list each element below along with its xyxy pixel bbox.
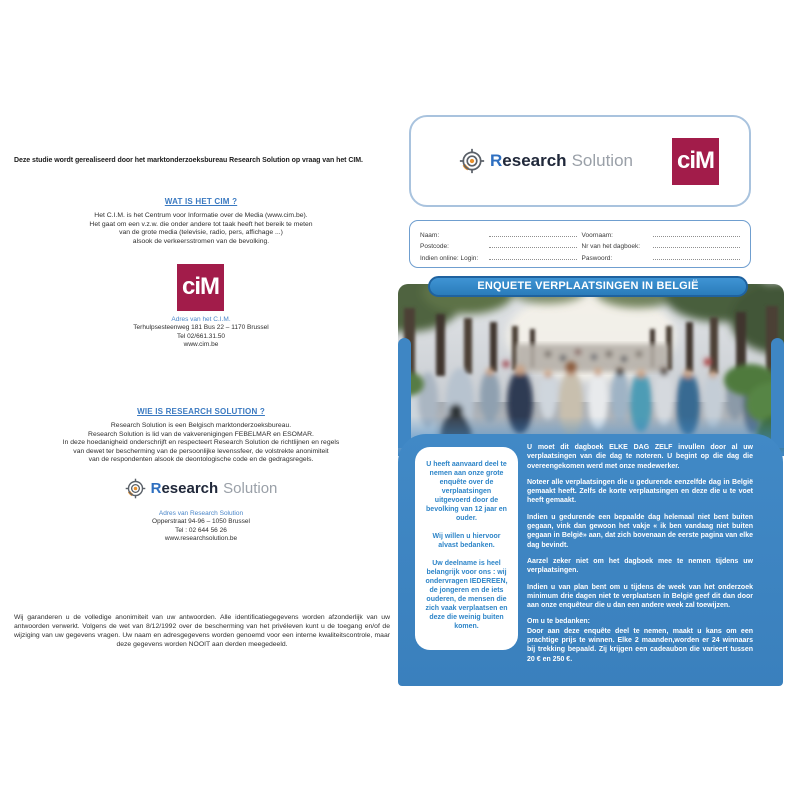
instruction-paragraph: Aarzel zeker niet om het dagboek mee te nemen tijdens uw verplaatsingen. (527, 557, 753, 575)
intro-box-thanks: Wij willen u hiervoor alvast bedanken. (432, 533, 501, 549)
instruction-paragraph: U moet dit dagboek ELKE DAG ZELF invullen door al uw verplaatsingen van die dag te noteren. U begint op die dag die overeengekomen werd met onze medewerker. (527, 444, 753, 470)
diary-instructions (527, 443, 753, 671)
header-logo-box (409, 115, 751, 207)
address-line: Terhulpsesteenweg 181 Bus 22 – 1170 Brussel (133, 324, 269, 332)
field-label-paswoord: Paswoord: (581, 255, 613, 262)
respondent-form (409, 220, 751, 268)
target-icon (459, 148, 485, 174)
reward-title: Om u te bedanken: (527, 618, 591, 626)
research-solution-address-block (14, 510, 388, 544)
rs-website-url: www.researchsolution.be (164, 535, 238, 543)
text-line: Het C.I.M. is het Centrum voor Informatie over de Media (www.cim.be). (94, 212, 308, 219)
field-label-voornaam: Voornaam: (581, 231, 613, 239)
brand-letters: esearch (502, 151, 567, 170)
cim-logo (177, 264, 224, 311)
cim-address-block (14, 316, 388, 350)
target-icon (125, 478, 146, 499)
dagboeknr-field (653, 246, 741, 248)
text-line: In deze hoedanigheid onderschrijft en respecteert Research Solution de richtlijnen en regels (62, 439, 340, 447)
brand-letter: R (490, 151, 503, 170)
rs-address-label: Adres van Research Solution (158, 510, 244, 517)
text-line: van dewet ter bescherming van de persoonlijke levenssfeer, de volstrekte anonimiteit (73, 447, 329, 455)
paswoord-field (653, 258, 741, 260)
text-line: Research Solution is een Belgisch marktonderzoeksbureau. (110, 422, 292, 429)
cim-website-url: www.cim.be (183, 341, 219, 349)
research-solution-logo (14, 478, 388, 499)
text-line: Research Solution is lid van de vakverenigingen FEBELMAR en ESOMAR. (88, 430, 314, 438)
text-line: van de respondenten alsook de deontologische code en de gedragsregels. (88, 456, 314, 464)
naam-field (489, 235, 577, 237)
cim-description (14, 212, 388, 246)
brand-letter: R (150, 480, 162, 497)
research-solution-logo (459, 148, 633, 174)
participation-intro-box (415, 447, 518, 650)
survey-title-banner: ENQUETE VERPLAATSINGEN IN BELGIË (428, 276, 748, 297)
brand-word-research (151, 480, 219, 497)
field-label-naam: Naam: (420, 231, 440, 239)
panel-edge-right (771, 338, 784, 448)
text-line: Het gaat om een v.z.w. die onder andere tot taak heeft het bereik te meten (89, 220, 313, 228)
study-intro-line: Deze studie wordt gerealiseerd door het marktonderzoeksbureau Research Solution op vraag van het CIM. (14, 157, 363, 164)
brand-word-solution: Solution (223, 480, 278, 497)
address-line: Opperstraat 94-96 – 1050 Brussel (152, 518, 250, 526)
brand-word-solution: Solution (571, 151, 633, 170)
cim-logo-text: ciM (676, 146, 714, 174)
intro-box-paragraph: Uw deelname is heel belangrijk voor ons : wij ondervragen IEDEREEN, de jongeren en de iets ouderen, de mensen die zich vaak verplaatsen en deze die weinig buiten komen. (425, 560, 508, 630)
research-solution-description (14, 422, 388, 465)
text-line: alsook de verkeersstromen van de bevolking. (132, 237, 270, 245)
panel-edge-left (398, 338, 411, 448)
field-label-postcode: Postcode: (420, 243, 449, 251)
address-line: Tel 02/661.31.50 (176, 332, 226, 340)
instruction-paragraph: Indien u gedurende een bepaalde dag helemaal niet bent buiten gegaan, vink dan gewoon het vakje « ik ben vandaag niet buiten gegaan in België» aan, dat zich bovenaan de eerste pagina van elke dag bevindt. (527, 513, 753, 549)
brand-letters: esearch (161, 480, 219, 497)
instruction-paragraph: Indien u van plan bent om u tijdens de week van het onderzoek minimum drie dagen niet te verplaatsen in België geef dit dan door aan onze enquêteur die u dan een andere week zal toewijzen. (527, 583, 753, 610)
reward-paragraph: Door aan deze enquête deel te nemen, maakt u kans om een prachtige prijs te winnen. Elke 2 maanden,worden er 24 winnaars bij trekking bepaald. Zij krijgen een cadeaubon die varieert tussen 20 € en 250 €. (527, 627, 753, 663)
field-label-login: Indien online: Login: (420, 255, 479, 262)
cim-logo (672, 138, 719, 185)
instruction-paragraph: Noteer alle verplaatsingen die u gedurende eenzelfde dag in België gemaakt heeft. Zelfs de korte verplaatsingen en deze die u te voet heeft gemaakt. (527, 478, 753, 505)
text-line: van de grote media (televisie, radio, pers, affichage ...) (119, 229, 283, 237)
street-crowd-photo (398, 284, 784, 456)
anonymity-guarantee-paragraph: Wij garanderen u de volledige anonimiteit van uw antwoorden. Alle identificatiegegevens worden afzonderlijk van uw antwoorden verwerkt. Volgens de wet van 8/12/1992 over de bescherming van het privéleven kunt u de toegang en/of de wijziging van uw gegevens vragen. Uw naam en adresgegevens worden genoemd voor een interne kwaliteitscontrole, maar deze gegevens worden NOOIT aan derden meegedeeld. (14, 614, 390, 648)
intro-box-paragraph: U heeft aanvaard deel te nemen aan onze grote enquête over de verplaatsingen uitgevoerd door de bevolking van 12 jaar en ouder. (426, 461, 507, 522)
voornaam-field (653, 235, 741, 237)
brand-word-research (490, 151, 567, 171)
cim-address-label: Adres van het C.I.M. (171, 316, 231, 323)
address-line: Tel : 02 644 56 26 (175, 526, 227, 534)
postcode-field (489, 246, 577, 248)
cim-logo-text: ciM (181, 273, 219, 300)
login-field (489, 258, 577, 260)
section-heading-research-solution: WIE IS RESEARCH SOLUTION ? (137, 407, 265, 416)
section-heading-cim: WAT IS HET CIM ? (164, 197, 238, 206)
field-label-dagboeknr: Nr van het dagboek: (581, 243, 641, 251)
